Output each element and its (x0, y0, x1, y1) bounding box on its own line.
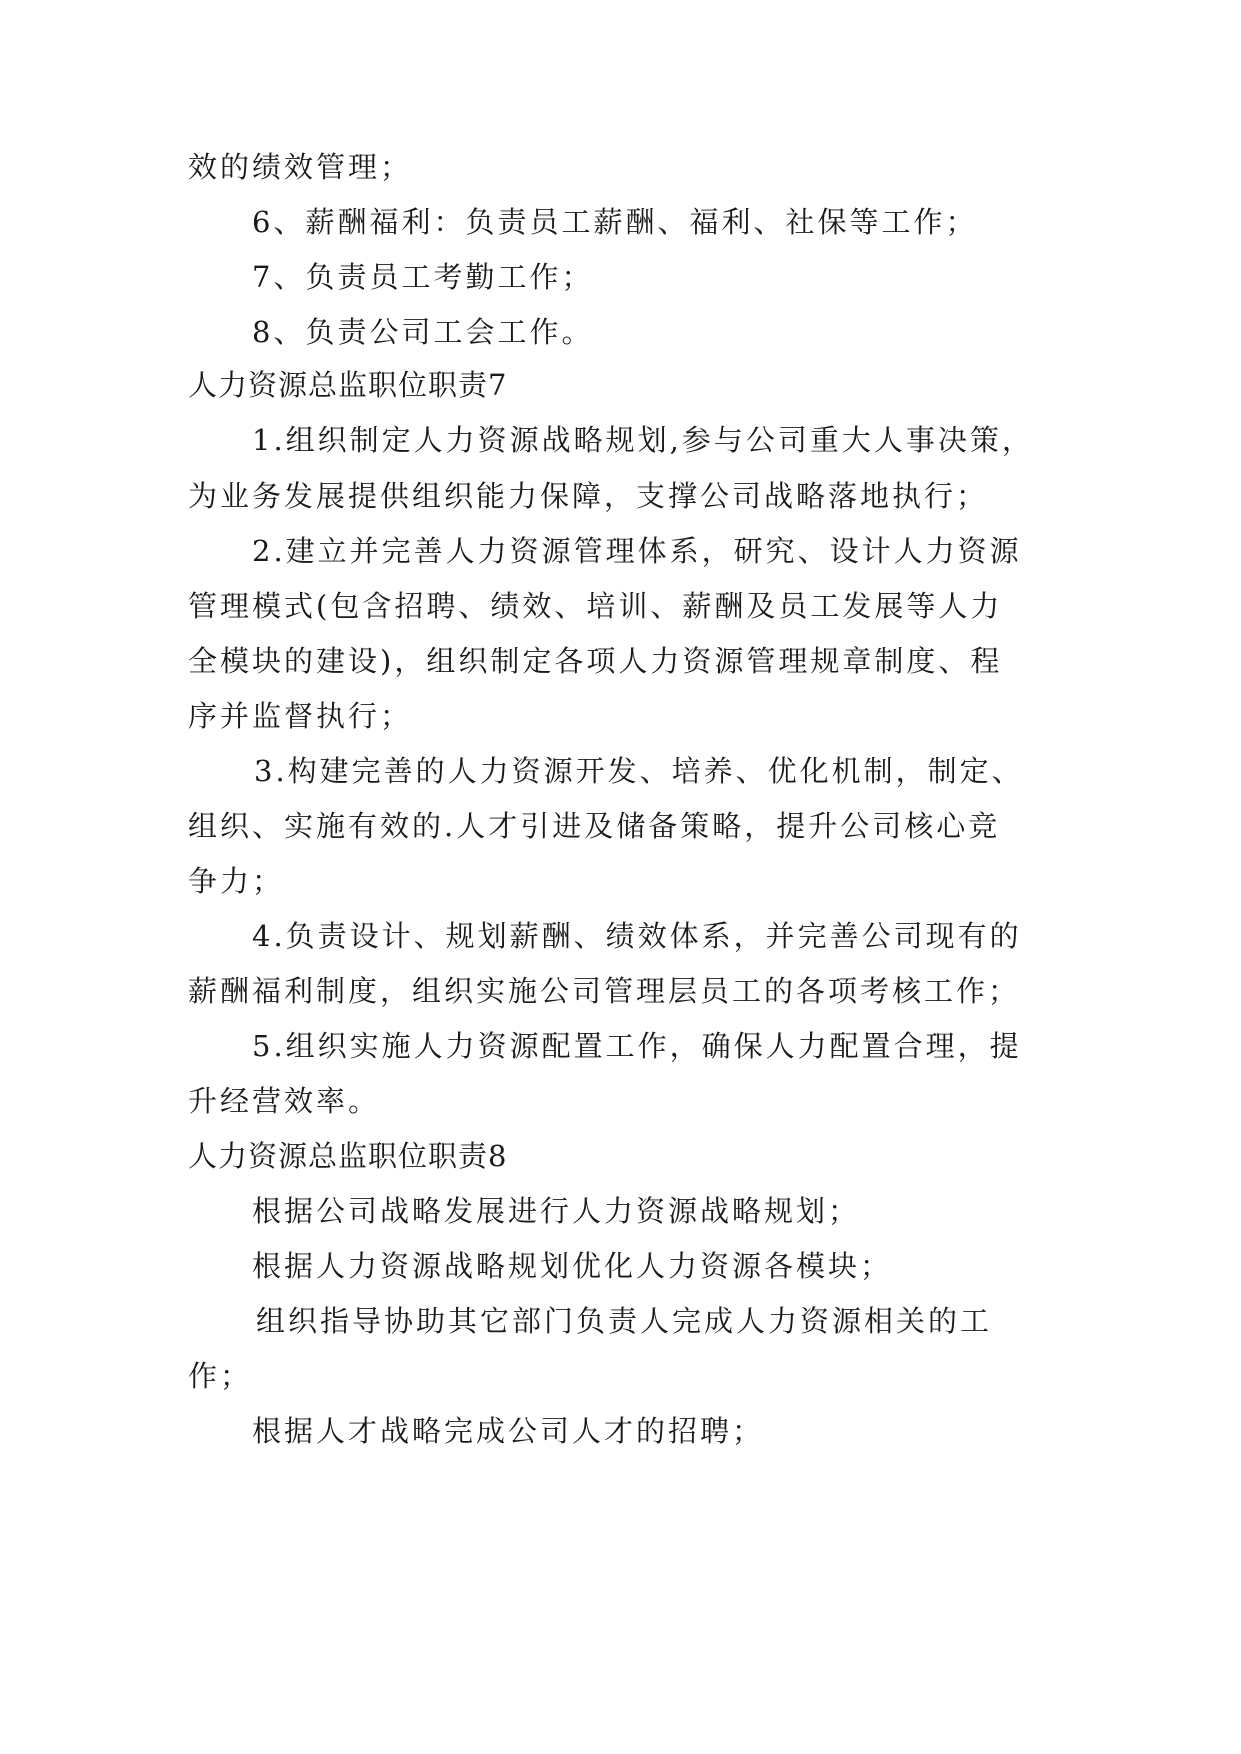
text-line: 薪酬福利制度，组织实施公司管理层员工的各项考核工作； (188, 974, 1021, 1008)
text-line: 升经营效率。 (188, 1084, 381, 1118)
list-item: 根据人才战略完成公司人才的招聘； (252, 1414, 765, 1448)
section-heading: 人力资源总监职位职责8 (188, 1139, 508, 1173)
list-item: 5.组织实施人力资源配置工作，确保人力配置合理，提 (252, 1029, 1022, 1063)
text-line: 效的绩效管理； (188, 150, 413, 184)
text-line: 组织、实施有效的.人才引进及储备策略，提升公司核心竞 (188, 809, 1001, 843)
list-item: 4.负责设计、规划薪酬、绩效体系，并完善公司现有的 (252, 919, 1022, 953)
list-item: 组织指导协助其它部门负责人完成人力资源相关的工 (256, 1304, 993, 1338)
text-line: 作； (188, 1359, 253, 1393)
list-item: 3.构建完善的人力资源开发、培养、优化机制，制定、 (254, 754, 1024, 788)
list-item: 根据公司战略发展进行人力资源战略规划； (252, 1194, 861, 1228)
list-item: 8、负责公司工会工作。 (252, 315, 594, 349)
list-item: 6、薪酬福利：负责员工薪酬、福利、社保等工作； (252, 205, 978, 239)
list-item: 1.组织制定人力资源战略规划,参与公司重大人事决策， (252, 423, 1034, 457)
text-line: 为业务发展提供组织能力保障，支撑公司战略落地执行； (188, 479, 989, 513)
list-item: 根据人力资源战略规划优化人力资源各模块； (252, 1249, 893, 1283)
list-item: 7、负责员工考勤工作； (252, 260, 594, 294)
text-line: 管理模式(包含招聘、绩效、培训、薪酬及员工发展等人力 (188, 589, 1003, 623)
text-line: 序并监督执行； (188, 699, 413, 733)
list-item: 2.建立并完善人力资源管理体系，研究、设计人力资源 (252, 534, 1022, 568)
text-line: 全模块的建设)，组织制定各项人力资源管理规章制度、程 (188, 644, 1003, 678)
section-heading: 人力资源总监职位职责7 (188, 368, 508, 402)
text-line: 争力； (188, 864, 285, 898)
